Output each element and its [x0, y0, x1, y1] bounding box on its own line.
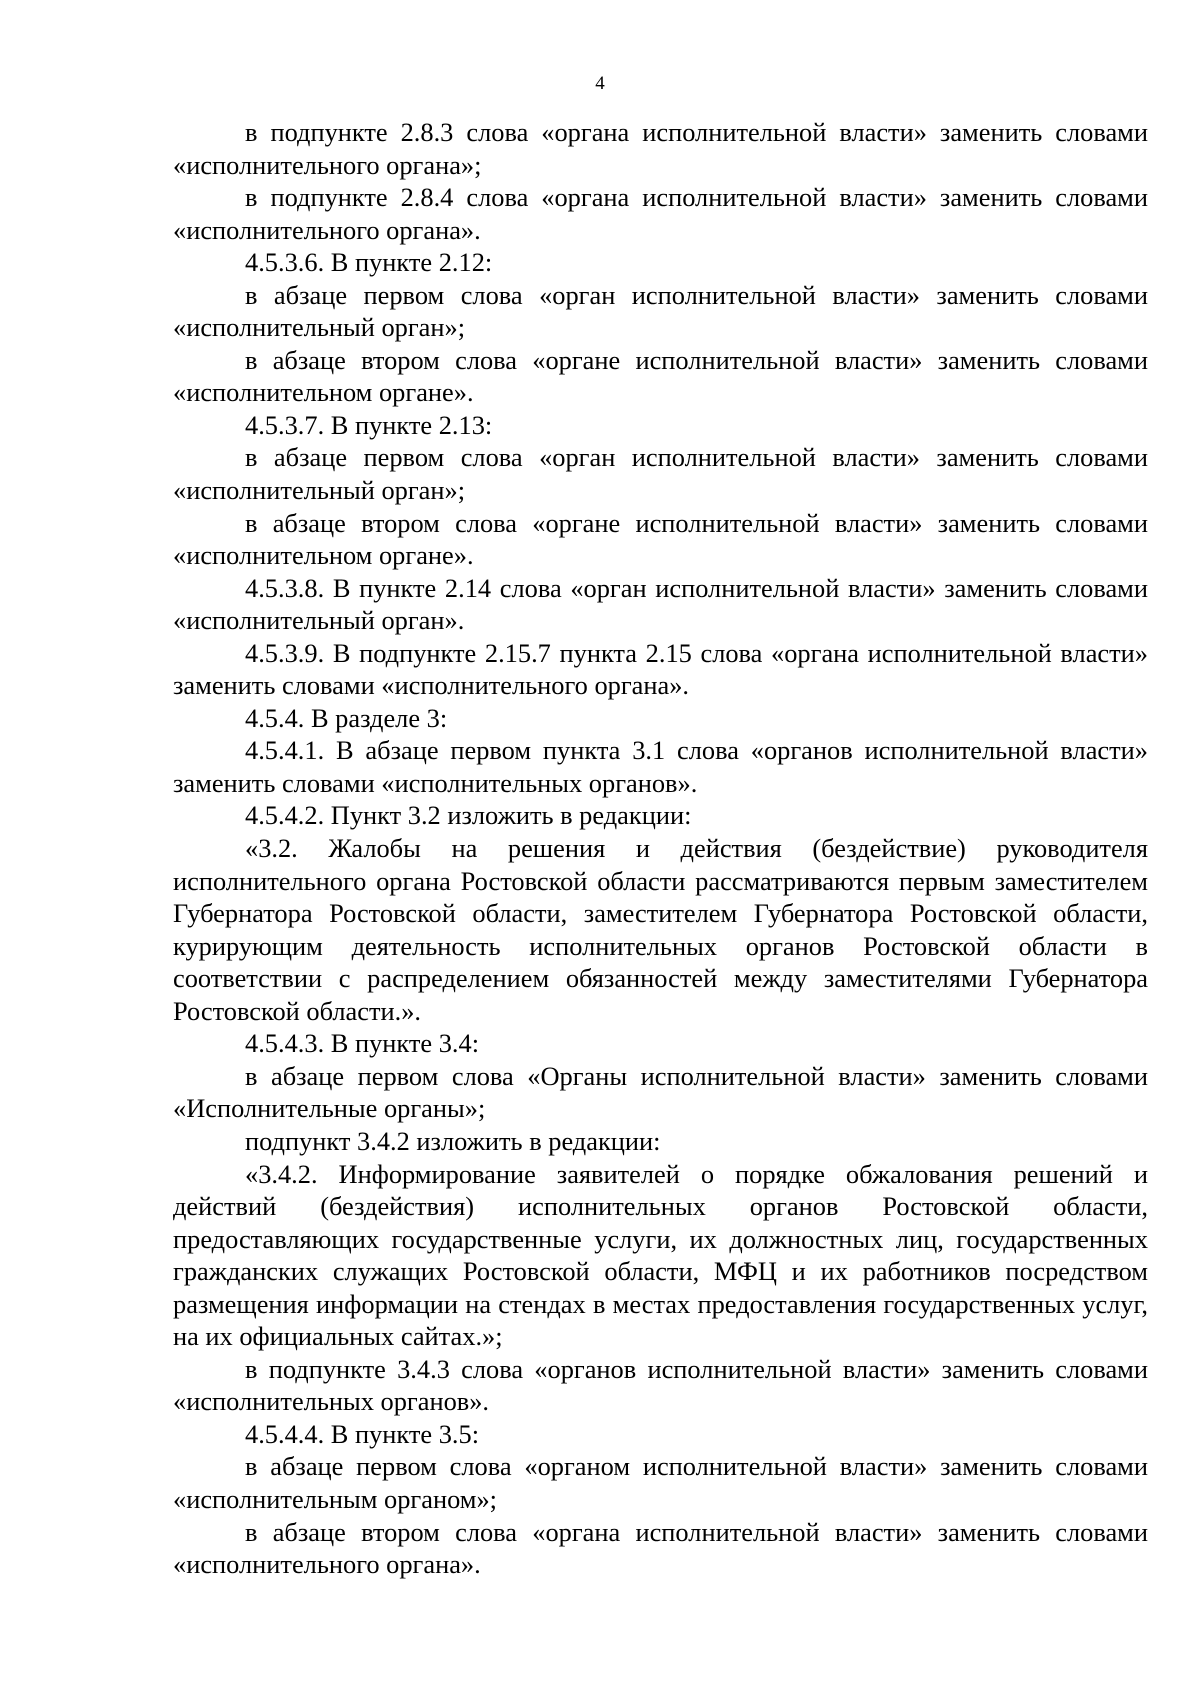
paragraph-4-5-3-8: 4.5.3.8. В пункте 2.14 слова «орган исполнительной власти» заменить словами «исполнительный орган».	[173, 572, 1148, 636]
paragraph-2-13-first: в абзаце первом слова «орган исполнительной власти» заменить словами «исполнительный орган»;	[173, 442, 1148, 506]
paragraph-3-4-3: в подпункте 3.4.3 слова «органов исполнительной власти» заменить словами «исполнительных органов».	[173, 1353, 1148, 1417]
paragraph-2-8-3: в подпункте 2.8.3 слова «органа исполнительной власти» заменить словами «исполнительного органа»;	[173, 117, 1148, 180]
paragraph-2-12-second: в абзаце втором слова «органе исполнительной власти» заменить словами «исполнительном органе».	[173, 344, 1148, 408]
paragraph-2-8-4: в подпункте 2.8.4 слова «органа исполнительной власти» заменить словами «исполнительного органа».	[173, 182, 1148, 245]
paragraph-3-4-2-intro: подпункт 3.4.2 изложить в редакции:	[245, 1125, 661, 1156]
page-number: 4	[595, 73, 605, 94]
paragraph-4-5-4-4: 4.5.4.4. В пункте 3.5:	[245, 1418, 480, 1449]
paragraph-3-2-new-text: «3.2. Жалобы на решения и действия (бездействие) руководителя исполнительного органа Ростовской области рассматриваются первым заместителем Губернатора Ростовской области, заместителем Губернатора Ростовской области, курирующим деятельность исполнительных органов Ростовской области в соответствии с распределением обязанностей между заместителями Губернатора Ростовской области.».	[173, 833, 1148, 1026]
paragraph-3-4-2-new-text: «3.4.2. Информирование заявителей о порядке обжалования решений и действий (бездействия) исполнительных органов Ростовской области, предоставляющих государственные услуги, их должностных лиц, государственных гражданских служащих Ростовской области, МФЦ и их работников посредством размещения информации на стендах в местах предоставления государственных услуг, на их официальных сайтах.»;	[173, 1158, 1148, 1352]
paragraph-4-5-3-7: 4.5.3.7. В пункте 2.13:	[245, 409, 493, 440]
paragraph-4-5-3-9: 4.5.3.9. В подпункте 2.15.7 пункта 2.15 слова «органа исполнительной власти» заменить словами «исполнительного органа».	[173, 637, 1148, 701]
paragraph-4-5-4-3: 4.5.4.3. В пункте 3.4:	[245, 1028, 480, 1059]
paragraph-3-4-first: в абзаце первом слова «Органы исполнительной власти» заменить словами «Исполнительные органы»;	[173, 1060, 1148, 1124]
paragraph-2-13-second: в абзаце втором слова «органе исполнительной власти» заменить словами «исполнительном органе».	[173, 507, 1148, 571]
paragraph-4-5-3-6: 4.5.3.6. В пункте 2.12:	[245, 247, 493, 278]
paragraph-4-5-4-1: 4.5.4.1. В абзаце первом пункта 3.1 слова «органов исполнительной власти» заменить словами «исполнительных органов».	[173, 735, 1148, 798]
paragraph-2-12-first: в абзаце первом слова «орган исполнительной власти» заменить словами «исполнительный орган»;	[173, 279, 1148, 343]
paragraph-4-5-4-2: 4.5.4.2. Пункт 3.2 изложить в редакции:	[245, 800, 692, 831]
paragraph-4-5-4: 4.5.4. В разделе 3:	[245, 702, 448, 733]
paragraph-3-5-second: в абзаце втором слова «органа исполнительной власти» заменить словами «исполнительного органа».	[173, 1516, 1148, 1580]
paragraph-3-5-first: в абзаце первом слова «органом исполнительной власти» заменить словами «исполнительным органом»;	[173, 1451, 1148, 1514]
document-body	[173, 116, 1148, 1581]
